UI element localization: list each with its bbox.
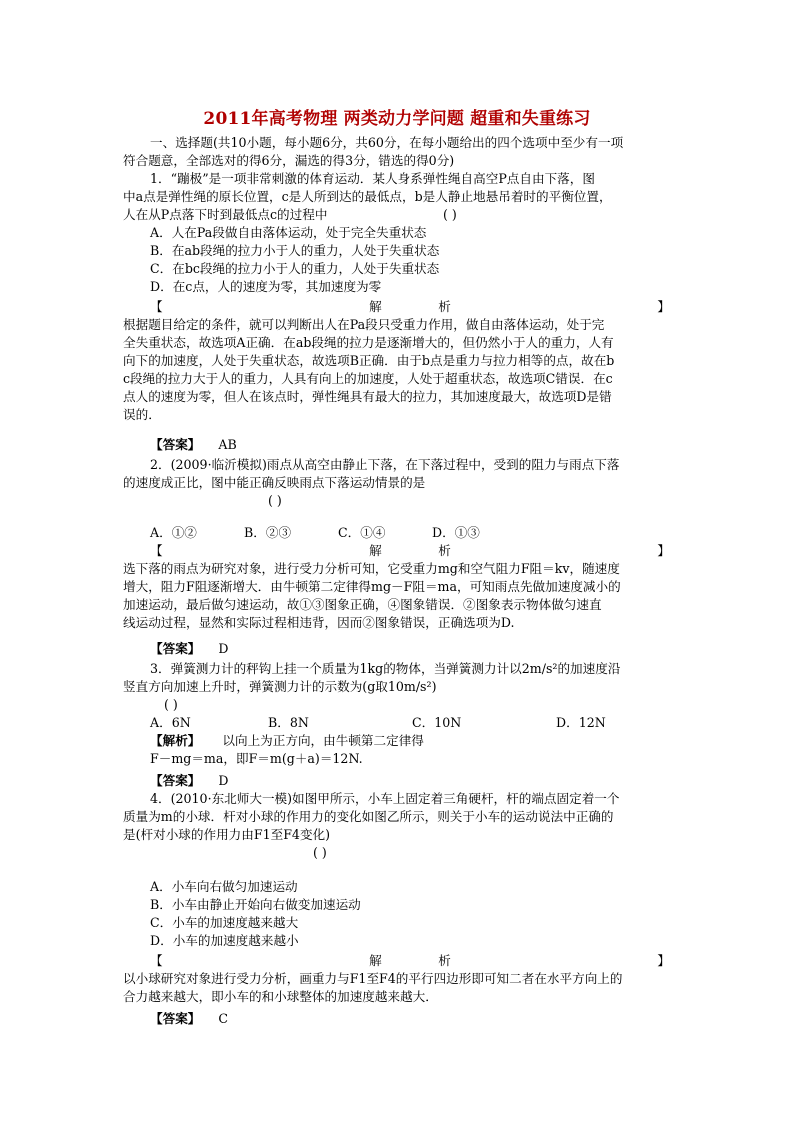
q3-answer-line <box>150 772 670 789</box>
q2-analysis-line-3: 加速运动，最后做匀速运动，故①③图象正确，④图象错误．②图象表示物体做匀速直 <box>123 597 602 612</box>
analysis-char-xi: 析 <box>438 543 451 558</box>
q3-analysis-text: 以向上为正方向，由牛顿第二定律得 <box>222 733 424 748</box>
q3-stem-line-1: 3．弹簧测力计的秤钩上挂一个质量为1kg的物体，当弹簧测力计以2m/s²的加速度沿 <box>150 661 621 676</box>
section-intro-line-2: 符合题意，全部选对的得6分，漏选的得3分，错选的得0分) <box>123 153 455 168</box>
q2-option-a: A．①② <box>150 525 197 540</box>
bracket-close: 】 <box>657 953 670 968</box>
q4-answer-value: C <box>218 1011 229 1026</box>
q1-answer-line <box>150 436 670 453</box>
q4-analysis-header <box>150 952 670 969</box>
q2-answer-value: D <box>218 641 229 656</box>
q1-option-a: A．人在Pa段做自由落体运动，处于完全失重状态 <box>150 225 427 240</box>
q4-option-d: D．小车的加速度越来越小 <box>150 933 299 948</box>
q4-option-b: B．小车由静止开始向右做变加速运动 <box>150 897 361 912</box>
q3-stem-line-2: 竖直方向加速上升时，弹簧测力计的示数为(g取10m/s²) <box>123 679 437 694</box>
q3-analysis-line-1 <box>150 732 670 749</box>
answer-label: 【答案】 <box>150 773 201 788</box>
q1-analysis-line-3: 向下的加速度，人处于失重状态，故选项B正确．由于b点是重力与拉力相等的点，故在b <box>123 353 615 368</box>
bracket-close: 】 <box>657 299 670 314</box>
q2-option-c: C．①④ <box>338 525 386 540</box>
q2-stem-line-1: 2．(2009·临沂模拟)雨点从高空由静止下落，在下落过程中，受到的阻力与雨点下落 <box>150 457 620 472</box>
q1-analysis-header <box>150 298 670 315</box>
q1-option-d: D．在c点，人的速度为零，其加速度为零 <box>150 279 382 294</box>
analysis-char-jie: 解 <box>369 543 382 558</box>
q2-analysis-line-4: 线运动过程，显然和实际过程相违背，因而②图象错误，正确选项为D. <box>123 615 515 630</box>
q4-answer-line <box>150 1010 670 1027</box>
q1-stem-text: 人在从P点落下时到最低点c的过程中 <box>123 207 328 222</box>
q1-answer-paren: ( ) <box>443 207 457 222</box>
q4-analysis-line-2: 合力越来越大，即小车的和小球整体的加速度越来越大． <box>123 989 438 1004</box>
q2-analysis-line-2: 增大，阻力F阻逐渐增大．由牛顿第二定律得mg－F阻＝ma，可知雨点先做加速度减小的 <box>123 579 621 594</box>
q3-options-row <box>150 714 670 731</box>
analysis-char-xi: 析 <box>438 299 451 314</box>
q4-stem-line-2: 质量为m的小球．杆对小球的作用力的变化如图乙所示，则关于小车的运动说法中正确的 <box>123 809 614 824</box>
q1-option-c: C．在bc段绳的拉力小于人的重力，人处于失重状态 <box>150 261 440 276</box>
q1-stem-line-3 <box>123 206 670 223</box>
q2-analysis-header <box>150 542 670 559</box>
q3-analysis-line-2: F－mg＝ma，即F＝m(g＋a)＝12N. <box>150 751 363 766</box>
analysis-char-jie: 解 <box>369 953 382 968</box>
q3-answer-paren-line <box>150 696 670 713</box>
q2-options-row <box>150 524 670 541</box>
bracket-open: 【 <box>150 953 163 968</box>
q1-analysis-line-2: 全失重状态，故选项A正确．在ab段绳的拉力是逐渐增大的，但仍然小于人的重力，人有 <box>123 335 614 350</box>
q3-option-c: C．10N <box>412 715 462 730</box>
bracket-close: 】 <box>657 543 670 558</box>
q4-stem-line-1: 4．(2010·东北师大一模)如图甲所示，小车上固定着三角硬杆，杆的端点固定着一个 <box>150 791 620 806</box>
q4-stem-line-3: 是(杆对小球的作用力由F1至F4变化) <box>123 827 331 842</box>
q2-option-d: D．①③ <box>432 525 480 540</box>
q3-option-d: D．12N <box>556 715 606 730</box>
q1-analysis-line-5: 点人的速度为零，但人在该点时，弹性绳具有最大的拉力，其加速度最大，故选项D是错 <box>123 389 612 404</box>
q2-analysis-line-1: 选下落的雨点为研究对象，进行受力分析可知，它受重力mg和空气阻力F阻＝kv，随速度 <box>123 561 620 576</box>
answer-label: 【答案】 <box>150 1011 201 1026</box>
answer-label: 【答案】 <box>150 437 201 452</box>
q1-answer-value: AB <box>218 437 237 452</box>
q4-option-a: A．小车向右做匀加速运动 <box>150 879 298 894</box>
analysis-label: 【解析】 <box>150 733 201 748</box>
q3-option-a: A．6N <box>150 715 191 730</box>
q1-stem-line-1: 1．“蹦极”是一项非常刺激的体育运动．某人身系弹性绳自高空P点自由下落，图 <box>150 171 595 186</box>
q2-stem-line-2: 的速度成正比，图中能正确反映雨点下落运动情景的是 <box>123 475 426 490</box>
q1-option-b: B．在ab段绳的拉力小于人的重力，人处于失重状态 <box>150 243 440 258</box>
analysis-char-jie: 解 <box>369 299 382 314</box>
bracket-open: 【 <box>150 543 163 558</box>
q4-option-c: C．小车的加速度越来越大 <box>150 915 299 930</box>
analysis-char-xi: 析 <box>438 953 451 968</box>
q2-answer-line <box>150 640 670 657</box>
bracket-open: 【 <box>150 299 163 314</box>
q2-answer-paren: ( ) <box>268 493 282 508</box>
q4-answer-paren: ( ) <box>313 845 327 860</box>
q1-analysis-line-1: 根据题目给定的条件，就可以判断出人在Pa段只受重力作用，做自由落体运动，处于完 <box>123 317 605 332</box>
page-title: 2011年高考物理 两类动力学问题 超重和失重练习 <box>203 109 591 129</box>
answer-label: 【答案】 <box>150 641 201 656</box>
q1-stem-line-2: 中a点是弹性绳的原长位置，c是人所到达的最低点，b是人静止地悬吊着时的平衡位置， <box>123 189 612 204</box>
q1-analysis-line-6: 误的． <box>123 407 161 422</box>
q2-option-b: B．②③ <box>244 525 292 540</box>
q4-analysis-line-1: 以小球研究对象进行受力分析，画重力与F1至F4的平行四边形即可知二者在水平方向上的 <box>123 971 623 986</box>
q3-answer-value: D <box>218 773 229 788</box>
q3-option-b: B．8N <box>268 715 309 730</box>
section-intro-line-1: 一、选择题(共10小题，每小题6分，共60分，在每小题给出的四个选项中至少有一项 <box>150 135 624 150</box>
q3-answer-paren: ( ) <box>164 697 178 712</box>
q1-analysis-line-4: c段绳的拉力大于人的重力，人具有向上的加速度，人处于超重状态，故选项C错误．在c <box>123 371 613 386</box>
